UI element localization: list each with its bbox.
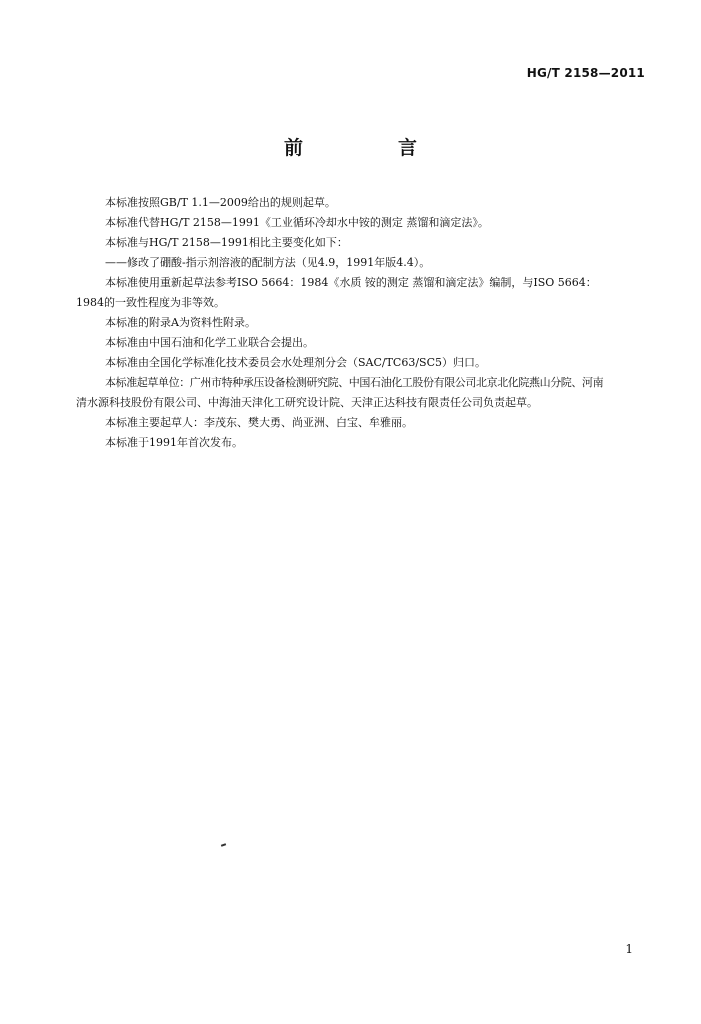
paragraph-proposed-by: 本标准由中国石油和化学工业联合会提出。: [105, 336, 314, 349]
paragraph-reference-standard: 本标准使用重新起草法参考ISO 5664：1984《水质 铵的测定 蒸馏和滴定法》编制，与ISO 5664：: [105, 276, 597, 289]
scan-mark: [221, 843, 226, 847]
standard-code: HG/T 2158—2011: [526, 66, 645, 80]
paragraph-drafting-units-cont: 清水源科技股份有限公司、中海油天津化工研究设计院、天津正达科技有限责任公司负责起草。: [76, 396, 538, 409]
paragraph-reference-standard-cont: 1984的一致性程度为非等效。: [76, 296, 225, 309]
page-title: 前 言: [283, 137, 455, 159]
paragraph-centralized-by: 本标准由全国化学标准化技术委员会水处理剂分会（SAC/TC63/SC5）归口。: [105, 356, 487, 369]
paragraph-first-published: 本标准于1991年首次发布。: [105, 436, 243, 449]
paragraph-drafting-units: 本标准起草单位：广州市特种承压设备检测研究院、中国石油化工股份有限公司北京北化院燕山分院、河南: [105, 376, 604, 389]
paragraph-changes-intro: 本标准与HG/T 2158—1991相比主要变化如下：: [105, 236, 348, 249]
paragraph-replaces: 本标准代替HG/T 2158—1991《工业循环冷却水中铵的测定 蒸馏和滴定法》。: [105, 216, 489, 229]
foreword-body: [76, 193, 644, 453]
paragraph-annex: 本标准的附录A为资料性附录。: [105, 316, 256, 329]
page-number: 1: [625, 942, 633, 956]
paragraph-drafters: 本标准主要起草人：李茂东、樊大勇、尚亚洲、白宝、牟雅丽。: [105, 416, 413, 429]
paragraph-change-item: ——修改了硼酸-指示剂溶液的配制方法（见4.9，1991年版4.4）。: [105, 256, 431, 269]
paragraph-drafting-rules: 本标准按照GB/T 1.1—2009给出的规则起草。: [105, 196, 336, 209]
